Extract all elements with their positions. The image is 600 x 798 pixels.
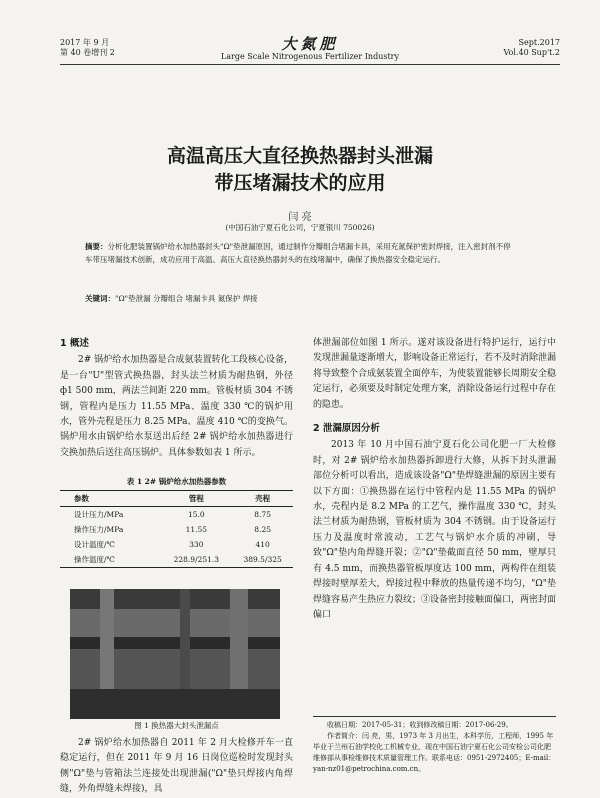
section-1-paragraph-2-continued: 体泄漏部位如图 1 所示。遂对该设备进行特护运行，运行中发现泄漏量逐渐增大，影响设备正常运行，若不及时消除泄漏将导致整个合成氨装置全面停车，为使装置能够长周期安全稳定运行，必须要及时制定处理方案，消除设备运行过程中存在的隐患。: [313, 338, 557, 410]
footnote-received: 收稿日期：2017-05-31；收到修改稿日期：2017-06-29。: [327, 721, 513, 729]
section-1-paragraph-2: 2# 锅炉给水加热器自 2011 年 2 月大检修开车一直稳定运行，但在 2011 年 9 月 16 日岗位巡检时发现封头侧"Ω"垫与管箱法兰连接处出现泄漏("Ω"垫只焊接内角焊缝，外角焊缝未焊接)，具: [60, 738, 293, 795]
table-cell: 330: [189, 540, 204, 549]
header-volume-cn: 第 40 卷增刊 2: [60, 48, 115, 57]
table-caption: 表 1 2# 锅炉给水加热器参数: [126, 477, 227, 486]
left-column-top: [60, 336, 293, 461]
section-2-heading: 2 泄漏原因分析: [313, 423, 380, 435]
footnote: [313, 716, 556, 775]
table-cell: 设计压力/MPa: [74, 510, 124, 519]
table-row: [60, 522, 293, 537]
keywords-label: 关键词：: [85, 294, 115, 303]
parameter-table: [60, 490, 293, 568]
header-volume-en: Vol.40 Sup't.2: [503, 48, 560, 57]
table-cell: 15.0: [187, 510, 205, 519]
table-cell: 设计温度/℃: [74, 540, 115, 549]
journal-logo: 大氮肥: [281, 35, 339, 53]
right-column: [313, 336, 556, 623]
table-header-param: 参数: [60, 491, 160, 507]
header-date-en: Sept.2017: [518, 38, 560, 47]
journal-name-en: Large Scale Nitrogenous Fertilizer Industry: [220, 52, 400, 61]
figure-caption: 图 1 换热器大封头泄漏点: [134, 721, 219, 730]
table-cell: 8.75: [254, 510, 271, 519]
table-cell: 操作温度/℃: [60, 552, 160, 568]
table-cell: 228.9/251.3: [160, 552, 232, 568]
header-center: [60, 36, 560, 62]
table-cell: 410: [255, 540, 270, 549]
affiliation: (中国石油宁夏石化公司，宁夏银川 750026): [225, 223, 375, 232]
abstract: [85, 240, 515, 266]
section-1-heading: 1 概述: [60, 338, 89, 349]
table-cell: 389.5/325: [232, 552, 293, 568]
section-1-paragraph-1: 2# 锅炉给水加热器是合成氨装置转化工段核心设备，是一台"U"型管式换热器，封头法兰材质为耐热钢，外径 ф1 500 mm，两法兰间距 220 mm。管板材质 304 不锈钢，管程内是压力 11.55 MPa、温度 330 ℃的锅炉用水，管外壳程是压力 8.25 MPa、温度 410 ℃的变换气。锅炉用水由锅炉给水泵送出后经 2# 锅炉给水加热器进行交换加热后送往高压锅炉。具体参数如表 1 所示。: [60, 355, 293, 458]
keywords-text: "Ω"垫泄漏 分瓣组合 堵漏卡具 氮保护 焊接: [115, 294, 258, 303]
abstract-text: 分析化肥装置锅炉给水加热器封头"Ω"垫泄漏原因，通过制作分瓣组合堵漏卡具，采用充氮保护密封焊接，注入密封剂不停车带压堵漏技术创新，成功应用于高温、高压大直径换热器封头的在线堵漏中，确保了换热器安全稳定运行。: [85, 242, 511, 264]
table-row: [60, 552, 293, 568]
table-header-shell: 壳程: [232, 491, 293, 507]
footnote-bio: 作者简介：闫 亮，男，1973 年 3 月出生，本科学历，工程师，1995 年毕业于兰州石油学校化工机械专业，现在中国石油宁夏石化公司安检公司化肥维修部从事检维修技术质量管理工作。联系电话：0951-2972405；E-mail：yan-nz01@petrochina.com.cn。: [313, 732, 556, 773]
table-header-tube: 管程: [160, 491, 232, 507]
keywords: [85, 293, 515, 304]
leak-point-photo: [70, 589, 280, 719]
header-right: [504, 38, 560, 58]
table-cell: 11.55: [185, 525, 208, 534]
table-cell: 8.25: [254, 525, 271, 534]
table-header-row: [60, 491, 293, 507]
table-cell: 操作压力/MPa: [74, 525, 124, 534]
header-year-month: 2017 年 9 月: [60, 38, 110, 47]
running-header: [60, 36, 560, 65]
abstract-label: 摘要：: [85, 242, 108, 251]
paper-title: [40, 143, 560, 197]
photo-illustration: [70, 589, 280, 719]
table-row: [60, 537, 293, 552]
lower-shadow: [70, 689, 280, 719]
title-line-1: 高温高压大直径换热器封头泄漏: [166, 145, 433, 167]
table-row: [60, 507, 293, 523]
section-2-paragraph-1: 2013 年 10 月中国石油宁夏石化公司化肥一厂大检修时，对 2# 锅炉给水加热器拆卸进行大修，从拆下封头泄漏部位分析可以看出，造成该设备"Ω"垫焊缝泄漏的原因主要有以下方面：①换热器在运行中管程内是 11.55 MPa 的锅炉水，壳程内是 8.2 MPa 的工艺气，操作温度 330 ℃，封头法兰材质为耐热钢，管板材质为 304 不锈钢。由于设备运行压力及温度时常波动，工艺气与锅炉水介质的冲刷，导致"Ω"垫内角焊缝开裂；②"Ω"垫截面直径 50 mm，壁厚只有 4.5 mm，而换热器管板厚度达 100 mm，两构件在组装焊接时壁厚差大，焊接过程中释放的热量传递不均匀，"Ω"垫焊缝容易产生热应力裂纹；③设备密封接触面偏口，两密封面偏口: [313, 440, 557, 620]
title-line-2: 带压堵漏技术的应用: [214, 172, 386, 194]
left-column-bottom: [60, 736, 293, 795]
author: 闫 亮: [288, 212, 312, 223]
